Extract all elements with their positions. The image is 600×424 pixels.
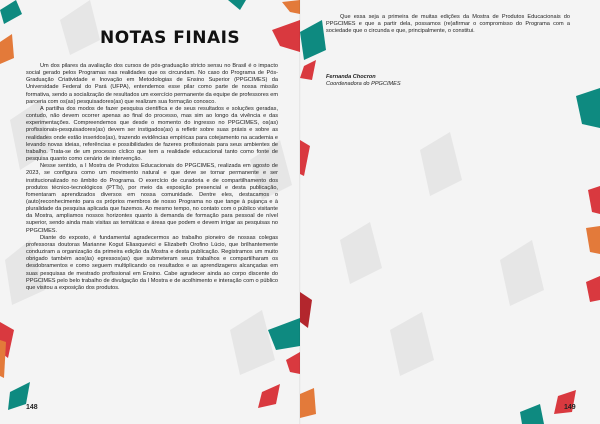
- shape-red-mid-left: [300, 140, 310, 176]
- right-body-text: [326, 14, 570, 35]
- right-page-decoration: [300, 0, 600, 424]
- shape-teal-bottom: [520, 404, 544, 424]
- page-title: NOTAS FINAIS: [100, 28, 241, 48]
- page-number-left: 148: [26, 404, 38, 411]
- page-number-right: 149: [564, 404, 576, 411]
- shape-red-top-right: [272, 20, 300, 52]
- shape-red-top: [300, 60, 316, 80]
- shape-orange-bottom: [300, 388, 316, 418]
- shape-teal-bottom-right: [268, 318, 300, 350]
- shape-orange-right: [586, 226, 600, 254]
- signature-name: Fernanda Chocron: [326, 74, 376, 80]
- paragraph-2: A partilha dos modos de fazer pesquisa científica e de seus resultados e soluções geradas, contudo, não devem ocorrer apenas ao final do processo, mas sim ao longo da vivência e das experimentações. Compreendemos que desde o momento do ingresso no PPGCIMES, os(as) profissionais-pesquisadores(as) devem ser instigados(as) a refletir sobre suas práxis e sobre as realidades onde estão inseridos(as), trazendo evidências empíricas para cotejamento na academia e levando novas ideias, referências e possibilidades de fazeres profissionais para seus ambientes de trabalho. Trata-se de um processo cíclico que tem a realidade educacional tanto como fonte de pesquisa quanto como cenário de intervenção.: [26, 105, 278, 163]
- signature-role: Coordenadora do PPGCIMES: [326, 81, 401, 87]
- shape-teal-top-mid: [228, 0, 246, 10]
- left-body-text: [26, 63, 278, 292]
- shape-orange-left-low: [0, 340, 6, 378]
- shape-teal-top-left: [0, 0, 22, 24]
- shape-red-bottom-right: [286, 352, 300, 374]
- right-page: [300, 0, 600, 424]
- shape-orange-top-left: [0, 34, 14, 64]
- shape-dark-red-left: [300, 292, 312, 328]
- paragraph-1: Um dos pilares da avaliação dos cursos de pós-graduação stricto sensu no Brasil é o impacto social gerado pelos Programas nas realidades que os circundam. No caso do Programa de Pós-Graduação Criatividade e Inovação em Metodologias de Ensino Superior (PPGCIMES) da Universidade Federal do Pará (UFPA), entendemos esse pilar como parte de nossa missão formativa, sendo a socialização de resultados um exercício permanente da equipe de professores em parceria com os(as) pesquisadores(as) que realizam sua formação conosco.: [26, 63, 278, 105]
- paragraph-3: Nesse sentido, a I Mostra de Produtos Educacionais do PPGCIMES, realizada em agosto de 2023, se configura como um movimento natural e que deve se tornar permanente e ser institucionalizado no âmbito do Programa. O exercício de curadoria e de compartilhamento dos produtos técnico-tecnológicos (PTTs), por meio da exposição presencial e desta publicação, fomentaram aprendizados diversos em nossa comunidade. Dentre eles, destacamos o (auto)reconhecimento para os próprios membros de nosso Programa no que tange à pujança e à pluralidade da pesquisa aplicada que fazemos. Ao mesmo tempo, no contato com o público visitante da Mostra, ampliamos nossos horizontes quanto à demanda de formação para pessoal de nível superior, sendo ainda mais visitas as temáticas e áreas que podem e devem irrigar as pesquisas no PPGCIMES.: [26, 163, 278, 234]
- closing-paragraph: Que essa seja a primeira de muitas edições da Mostra de Produtos Educacionais do PPGCIMES e que a partir dela, possamos (re)afirmar o compromisso do Programa com a sociedade que o circunda e que, principalmente, o constitui.: [326, 14, 570, 35]
- shape-orange-top-right: [282, 0, 300, 14]
- paragraph-4: Diante do exposto, é fundamental agradecermos ao trabalho pioneiro de nossas colegas professoras doutoras Marianne Kogut Eliasquevici e Elizabeth Orofino Lúcio, que brilhantemente conduziram a organização da primeira edição da Mostra e desta publicação. Registramos um muito obrigado também aos(às) egressos(as) que submeteram seus trabalhos e compartilharam os desdobramentos e como seguem multiplicando os resultados e as aprendizagens alcançadas em suas pesquisas de mestrado profissional em Ensino. Cabe agradecer ainda ao corpo discente do PPGCIMES pelo belo trabalho de divulgação da I Mostra e de acolhimento e interação com o público que visitou a exposição dos produtos.: [26, 234, 278, 291]
- shape-teal-right: [576, 88, 600, 128]
- shape-red-bottom-mid: [258, 384, 280, 408]
- shape-red-right: [588, 186, 600, 214]
- shape-teal-top: [300, 20, 326, 60]
- shape-red-right-low: [586, 276, 600, 302]
